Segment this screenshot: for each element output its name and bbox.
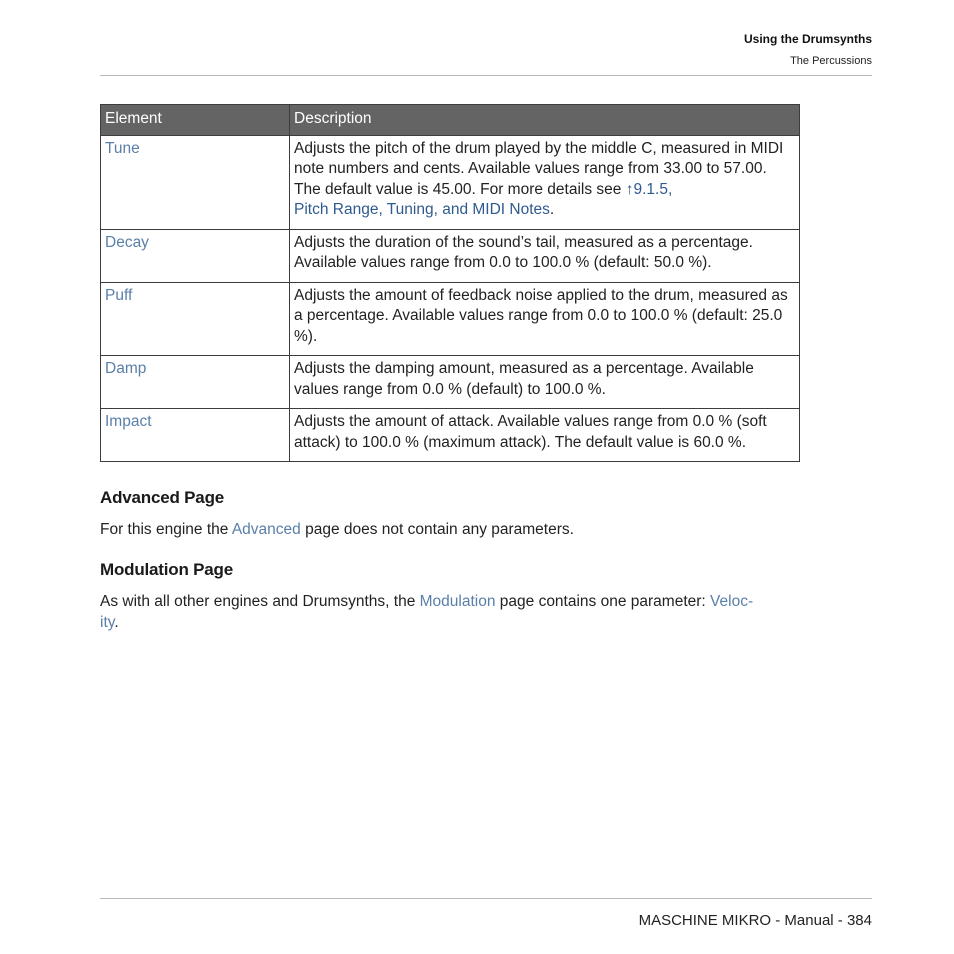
element-link-puff[interactable]: Puff	[105, 286, 133, 304]
table-row	[101, 135, 800, 229]
modulation-link[interactable]: Modulation	[419, 593, 496, 610]
table-row	[101, 229, 800, 282]
paragraph-text: As with all other engines and Drumsynths, the	[100, 593, 420, 610]
description-text: Adjusts the damping amount, measured as a percentage. Available values range from 0.0 % (default) to 100.0 %.	[294, 360, 754, 398]
description-cell	[290, 229, 800, 282]
modulation-page-heading: Modulation Page	[100, 560, 234, 579]
cross-reference-number-link[interactable]: ↑9.1.5,	[625, 180, 673, 198]
advanced-link[interactable]: Advanced	[231, 521, 301, 538]
description-cell	[290, 282, 800, 356]
description-cell	[290, 409, 800, 462]
description-text: Adjusts the amount of feedback noise applied to the drum, measured as a percentage. Available values range from 0.0 to 100.0 % (default: 25.0 %).	[294, 286, 788, 345]
advanced-page-paragraph	[100, 520, 805, 541]
description-cell	[290, 356, 800, 409]
modulation-page-paragraph	[100, 592, 805, 633]
description-text: Adjusts the duration of the sound’s tail, measured as a percentage. Available values range from 0.0 to 100.0 % (default: 50.0 %).	[294, 233, 753, 271]
velocity-link-continued[interactable]: ity	[100, 613, 115, 631]
element-link-damp[interactable]: Damp	[105, 360, 147, 377]
element-cell	[101, 409, 290, 462]
table-row	[101, 282, 800, 356]
table-row	[101, 409, 800, 462]
element-link-tune[interactable]: Tune	[105, 139, 140, 157]
element-cell	[101, 282, 290, 356]
paragraph-text: .	[114, 613, 119, 631]
description-trailing: .	[549, 201, 555, 218]
element-cell	[101, 229, 290, 282]
parameters-table	[100, 104, 800, 462]
header-section-title: The Percussions	[790, 55, 872, 67]
page-footer: MASCHINE MIKRO - Manual - 384	[638, 912, 872, 929]
paragraph-text: page contains one parameter:	[495, 593, 711, 610]
description-text: Adjusts the pitch of the drum played by the middle C, measured in MIDI note numbers and cents. Available values range from 33.00 to 57.00. The default value is 45.00. For more details see	[294, 139, 784, 198]
page-header	[744, 30, 872, 70]
column-header-element: Element	[101, 105, 290, 136]
description-text: Adjusts the amount of attack. Available values range from 0.0 % (soft attack) to 100.0 % (maximum attack). The default value is 60.0 %.	[294, 413, 767, 451]
element-link-decay[interactable]: Decay	[105, 233, 149, 251]
paragraph-text: page does not contain any parameters.	[300, 521, 574, 538]
header-chapter-title: Using the Drumsynths	[743, 32, 872, 46]
table-row	[101, 356, 800, 409]
table-header-row	[101, 105, 800, 136]
description-cell	[290, 135, 800, 229]
advanced-page-heading: Advanced Page	[100, 488, 225, 507]
element-cell	[101, 356, 290, 409]
element-cell	[101, 135, 290, 229]
footer-divider	[100, 898, 872, 899]
velocity-link[interactable]: Veloc-	[710, 593, 754, 610]
cross-reference-title-link[interactable]: Pitch Range, Tuning, and MIDI Notes	[294, 201, 550, 218]
paragraph-text: For this engine the	[100, 521, 232, 538]
element-link-impact[interactable]: Impact	[105, 413, 152, 430]
column-header-description: Description	[290, 105, 800, 136]
header-divider	[100, 75, 872, 76]
